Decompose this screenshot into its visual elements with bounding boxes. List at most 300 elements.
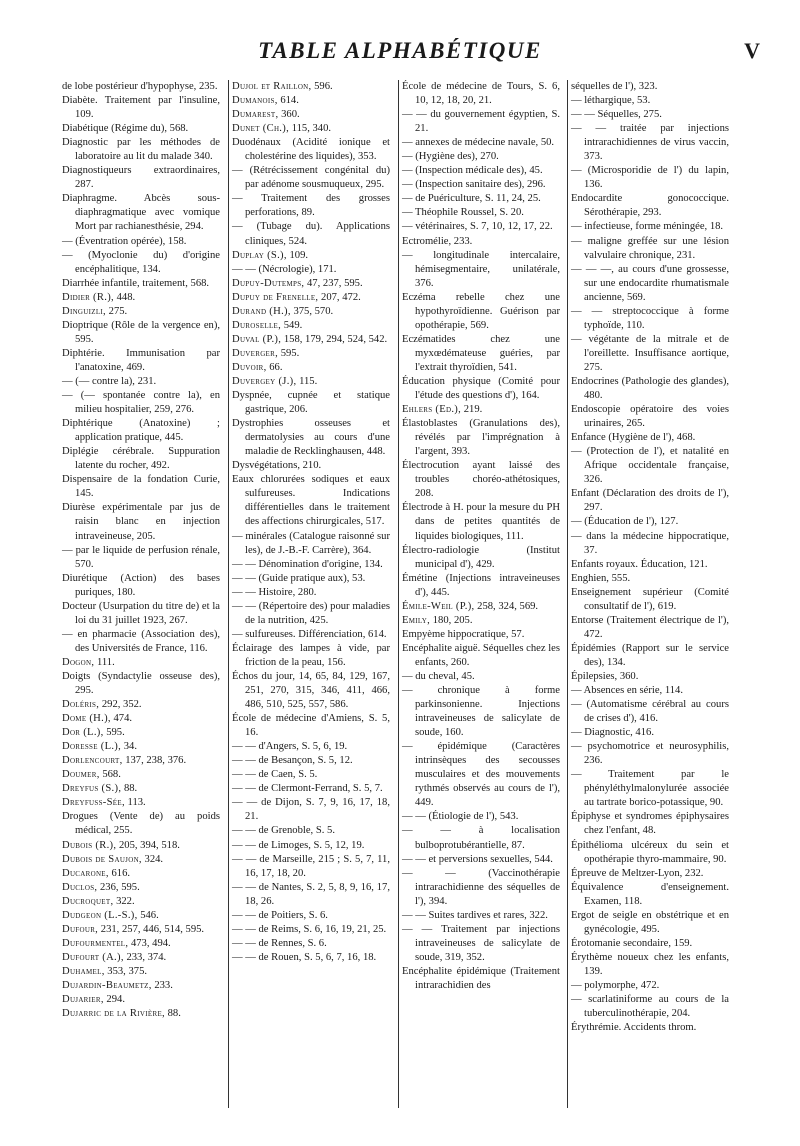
index-entry <box>571 164 729 192</box>
index-entry <box>62 305 220 319</box>
author-name: Doléris, <box>62 699 100 711</box>
index-entry <box>232 136 390 164</box>
index-entry <box>62 164 220 192</box>
entry-text: 158, 179, 294, 524, 542. <box>281 333 388 345</box>
author-name: Duplay (S.), <box>232 249 287 261</box>
entry-text: — — du gouvernement égyptien, S. 21. <box>402 109 560 135</box>
entry-text: — — d'Angers, S. 5, 6, 19. <box>232 741 348 753</box>
author-name: Dunet (Ch.), <box>232 123 290 135</box>
entry-text: 113. <box>124 797 146 809</box>
author-name: Dupuy de Frenelle, <box>232 291 319 303</box>
entry-text: 109. <box>286 249 309 261</box>
entry-text: Enfants royaux. Éducation, 121. <box>571 558 708 570</box>
index-entry <box>62 375 220 389</box>
author-name: Duval (P.), <box>232 333 282 345</box>
index-entry <box>62 909 220 923</box>
index-entry <box>62 979 220 993</box>
index-entry <box>232 881 390 909</box>
author-name: Dubois de Saujon, <box>62 853 142 865</box>
entry-text: Épiphyse et syndromes épiphysaires chez l'enfant, 48. <box>571 811 729 837</box>
index-entry <box>402 572 560 600</box>
page-header <box>0 38 800 72</box>
index-entry <box>402 684 560 740</box>
entry-text: — végétante de la mitrale et de l'oreillette. Insuffisance aortique, 275. <box>571 333 729 373</box>
author-name: Dome (H.), <box>62 713 111 725</box>
index-entry <box>402 108 560 136</box>
entry-text: — — à localisation bulboprotubérantielle, 87. <box>402 825 560 851</box>
index-entry <box>571 558 729 572</box>
index-entry <box>402 670 560 684</box>
entry-text: — (Inspection médicale des), 45. <box>402 165 543 177</box>
entry-text: — chronique à forme parkinsonienne. Injections intraveineuses de salicylate de soude, 160. <box>402 685 560 739</box>
entry-text: Diurétique (Action) des bases puriques, 180. <box>62 572 220 598</box>
index-entry <box>232 712 390 740</box>
entry-text: 568. <box>99 769 121 781</box>
entry-text: — (Hygiène des), 270. <box>402 151 499 163</box>
index-entry <box>232 375 390 389</box>
index-entry <box>232 164 390 192</box>
entry-text: — — Suites tardives et rares, 322. <box>402 909 548 921</box>
author-name: Duclos, <box>62 881 98 893</box>
entry-text: 375, 570. <box>290 305 334 317</box>
entry-text: — (Tubage du). Applications cliniques, 524. <box>232 221 390 247</box>
index-entry <box>232 263 390 277</box>
index-entry <box>402 235 560 249</box>
index-entry <box>232 417 390 459</box>
index-entry <box>402 909 560 923</box>
index-entry <box>402 628 560 642</box>
entry-text: 292, 352. <box>99 699 142 711</box>
entry-text: Élastoblastes (Granulations des), révélés par l'imprégnation à l'argent, 393. <box>402 418 560 458</box>
author-name: Dubois (R.), <box>62 839 117 851</box>
entry-text: Entorse (Traitement électrique de l'), 472. <box>571 614 729 640</box>
column-divider <box>567 80 568 1108</box>
entry-text: — — traitée par injections intrarachidiennes de virus vaccin, 373. <box>571 123 729 163</box>
entry-text: — — de Rennes, S. 6. <box>232 937 327 949</box>
index-entry <box>62 656 220 670</box>
entry-text: — (Automatisme cérébral au cours de crises d'), 416. <box>571 699 729 725</box>
index-entry <box>232 600 390 628</box>
entry-text: Doigts (Syndactylie osseuse des), 295. <box>62 670 220 697</box>
entry-text: Diphtérique (Anatoxine) ; application pratique, 445. <box>62 418 220 444</box>
entry-text: — — (Répertoire des) pour maladies de la nutrition, 425. <box>232 600 390 626</box>
index-entry <box>571 867 729 881</box>
index-entry <box>402 923 560 965</box>
index-entry <box>571 740 729 768</box>
entry-text: de lobe postérieur d'hypophyse, 235. <box>62 81 218 92</box>
author-name: Duvoir, <box>232 361 267 373</box>
author-name: Dufourt (A.), <box>62 951 124 963</box>
index-entry <box>571 235 729 263</box>
entry-text: Enfance (Hygiène de l'), 468. <box>571 432 696 444</box>
entry-text: — — (Vaccinothérapie intrarachidienne des séquelles de l'), 394. <box>402 867 560 907</box>
index-entry <box>571 515 729 529</box>
index-entry <box>232 853 390 881</box>
entry-text: — annexes de médecine navale, 50. <box>402 137 555 149</box>
entry-text: — minérales (Catalogue raisonné sur les), de J.-B.-F. Carrère), 364. <box>232 530 390 556</box>
entry-text: Eczématides chez une myxœdémateuse guéries, par l'extrait thyroïdien, 541. <box>402 333 560 373</box>
entry-text: 474. <box>110 713 133 725</box>
entry-text: 231, 257, 446, 514, 595. <box>98 923 205 935</box>
author-name: Duvergey (J.), <box>232 375 297 387</box>
index-entry <box>232 558 390 572</box>
index-entry <box>62 965 220 979</box>
index-entry <box>571 94 729 108</box>
entry-text: — du cheval, 45. <box>402 670 475 682</box>
entry-text: — Diagnostic, 416. <box>571 727 654 739</box>
index-entry <box>571 333 729 375</box>
entry-text: — — —, au cours d'une grossesse, sur une endocardite rhumatismale ancienne, 569. <box>571 263 729 303</box>
index-entry <box>571 726 729 740</box>
entry-text: Drogues (Vente de) au poids médical, 255. <box>62 811 220 837</box>
index-entry <box>62 1007 220 1021</box>
entry-text: 115. <box>296 375 318 387</box>
index-entry <box>62 796 220 810</box>
index-entry <box>402 150 560 164</box>
entry-text: — Théophile Roussel, S. 20. <box>402 207 524 219</box>
entry-text: Diabète. Traitement par l'insuline, 109. <box>62 95 220 121</box>
index-entry <box>62 473 220 501</box>
entry-text: 66. <box>266 361 283 373</box>
entry-text: — — streptococcique à forme typhoïde, 110. <box>571 305 729 331</box>
entry-text: — (Éducation de l'), 127. <box>571 516 679 528</box>
author-name: Ehlers (Ed.), <box>402 404 462 416</box>
entry-text: Échos du jour, 14, 65, 84, 129, 167, 251, 270, 315, 346, 411, 466, 486, 510, 525, 557, 586. <box>232 670 390 711</box>
index-entry <box>571 979 729 993</box>
index-entry <box>232 80 390 94</box>
author-name: Dufour, <box>62 923 99 935</box>
index-entry <box>402 80 560 108</box>
entry-text: — — de Caen, S. 5. <box>232 769 318 781</box>
entry-text: — — et perversions sexuelles, 544. <box>402 853 553 865</box>
entry-text: Éducation physique (Comité pour l'étude des questions d'), 164. <box>402 375 560 402</box>
index-column-4 <box>571 80 729 1035</box>
index-entry <box>232 642 390 670</box>
entry-text: Duodénaux (Acidité ionique et cholestérine des liquides), 353. <box>232 137 390 163</box>
index-entry <box>232 951 390 965</box>
column-divider <box>398 80 399 1108</box>
entry-text: — longitudinale intercalaire, hémisegmentaire, unilatérale, 376. <box>402 249 560 289</box>
entry-text: Encéphalite épidémique (Traitement intrarachidien des <box>402 965 560 991</box>
entry-text: Eaux chlorurées sodiques et eaux sulfureuses. Indications différentielles dans le traitement des affections chirurgicales, 517. <box>232 474 390 528</box>
index-entry <box>62 277 220 291</box>
index-entry <box>62 670 220 698</box>
author-name: Duroselle, <box>232 319 282 331</box>
index-entry <box>402 501 560 543</box>
entry-text: — — (Nécrologie), 171. <box>232 263 337 275</box>
index-entry <box>571 445 729 487</box>
index-entry <box>62 572 220 600</box>
entry-text: Érotomanie secondaire, 159. <box>571 937 693 949</box>
index-entry <box>571 487 729 515</box>
index-entry <box>571 1021 729 1035</box>
entry-text: — — de Besançon, S. 5, 12. <box>232 755 353 767</box>
index-entry <box>232 754 390 768</box>
index-entry <box>232 108 390 122</box>
entry-text: 111. <box>94 656 115 668</box>
index-column-2 <box>232 80 390 965</box>
index-entry <box>571 403 729 431</box>
entry-text: — par le liquide de perfusion rénale, 570. <box>62 544 220 570</box>
entry-text: — dans la médecine hippocratique, 37. <box>571 530 729 556</box>
entry-text: Émétine (Injections intraveineuses d'), 445. <box>402 572 560 598</box>
entry-text: Encéphalite aiguë. Séquelles chez les enfants, 260. <box>402 642 560 668</box>
index-entry <box>571 810 729 838</box>
index-entry <box>571 937 729 951</box>
entry-text: Ergot de seigle en obstétrique et en gynécologie, 495. <box>571 909 729 935</box>
entry-text: École de médecine de Tours, S. 6, 10, 12, 18, 20, 21. <box>402 81 560 107</box>
author-name: Dufourmentel, <box>62 937 129 949</box>
index-entry <box>232 530 390 558</box>
index-entry <box>402 164 560 178</box>
index-entry <box>232 909 390 923</box>
index-entry <box>402 403 560 417</box>
index-entry <box>62 94 220 122</box>
entry-text: — maligne greffée sur une lésion valvulaire chronique, 231. <box>571 235 729 261</box>
index-entry <box>232 628 390 642</box>
entry-text: 595. <box>278 347 300 359</box>
index-entry <box>571 881 729 909</box>
entry-text: — — Séquelles, 275. <box>571 109 662 121</box>
entry-text: — — de Dijon, S. 7, 9, 16, 17, 18, 21. <box>232 797 390 823</box>
index-entry <box>62 881 220 895</box>
index-entry <box>402 965 560 993</box>
entry-text: Empyème hippocratique, 57. <box>402 628 525 640</box>
index-entry <box>402 178 560 192</box>
index-entry <box>402 192 560 206</box>
entry-text: — — Dénomination d'origine, 134. <box>232 558 383 570</box>
index-entry <box>62 726 220 740</box>
index-entry <box>402 810 560 824</box>
index-entry <box>402 824 560 852</box>
index-entry <box>402 544 560 572</box>
index-entry <box>62 712 220 726</box>
entry-text: Diurèse expérimentale par jus de raisin blanc en injection intraveineuse, 205. <box>62 502 220 542</box>
author-name: Dujarier, <box>62 994 104 1006</box>
entry-text: — — (Guide pratique aux), 53. <box>232 572 366 584</box>
index-entry <box>232 361 390 375</box>
entry-text: Endocrines (Pathologie des glandes), 480. <box>571 375 729 402</box>
entry-text: — (Protection de l'), et natalité en Afrique occidentale française, 326. <box>571 446 729 486</box>
index-entry <box>62 544 220 572</box>
index-entry <box>571 839 729 867</box>
entry-text: 275. <box>106 305 128 317</box>
index-entry <box>62 417 220 445</box>
entry-text: — en pharmacie (Association des), des Universités de France, 116. <box>62 628 220 654</box>
index-entry <box>571 670 729 684</box>
author-name: Duverger, <box>232 347 279 359</box>
index-entry <box>232 459 390 473</box>
index-entry <box>402 642 560 670</box>
index-entry <box>402 417 560 459</box>
index-entry <box>62 628 220 656</box>
column-divider <box>228 80 229 1108</box>
entry-text: Dystrophies osseuses et dermatolysies au cours d'une maladie de Recklinghausen, 448. <box>232 418 390 458</box>
entry-text: — — de Marseille, 215 ; S. 5, 7, 11, 16, 17, 18, 20. <box>232 853 390 879</box>
page-number: V <box>744 38 760 63</box>
index-entry <box>62 319 220 347</box>
entry-text: — — Histoire, 280. <box>232 586 317 598</box>
index-entry <box>232 839 390 853</box>
entry-text: — psychomotrice et neurosyphilis, 236. <box>571 741 729 767</box>
entry-text: Érythrémie. Accidents throm. <box>571 1022 697 1034</box>
index-entry <box>62 740 220 754</box>
author-name: Dujardin-Beaumetz, <box>62 980 152 991</box>
entry-text: Endocardite gonococcique. Sérothérapie, 293. <box>571 193 729 219</box>
index-entry <box>402 600 560 614</box>
entry-text: 236, 595. <box>97 881 140 893</box>
index-entry <box>402 136 560 150</box>
index-entry <box>571 642 729 670</box>
entry-text: — — de Reims, S. 6, 16, 19, 21, 25. <box>232 923 387 935</box>
entry-text: 258, 324, 569. <box>474 600 539 612</box>
entry-text: 616. <box>108 867 131 879</box>
index-entry <box>62 347 220 375</box>
author-name: Dupuy-Dutemps, <box>232 277 305 289</box>
index-entry <box>62 192 220 234</box>
entry-text: — (Éventration opérée), 158. <box>62 235 187 247</box>
page-title: TABLE ALPHABÉTIQUE <box>258 38 542 63</box>
index-entry <box>62 122 220 136</box>
index-entry <box>232 249 390 263</box>
index-entry <box>402 853 560 867</box>
index-entry <box>571 108 729 122</box>
entry-text: Épidémies (Rapport sur le service des), 134. <box>571 642 729 668</box>
index-entry <box>62 951 220 965</box>
entry-text: 219. <box>461 404 483 416</box>
index-entry <box>571 192 729 220</box>
index-entry <box>571 586 729 614</box>
index-entry <box>62 923 220 937</box>
index-entry <box>571 263 729 305</box>
index-entry <box>62 895 220 909</box>
index-entry <box>571 993 729 1021</box>
index-entry <box>232 824 390 838</box>
entry-text: Diaphragme. Abcès sous-diaphragmatique avec vomique Mort par rachianesthésie, 294. <box>62 193 220 233</box>
index-entry <box>232 94 390 108</box>
entry-text: 448. <box>113 291 136 303</box>
entry-text: — — de Poitiers, S. 6. <box>232 909 328 921</box>
entry-text: Dysvégétations, 210. <box>232 460 322 472</box>
entry-text: Épreuve de Meltzer-Lyon, 232. <box>571 867 704 879</box>
entry-text: Électro-radiologie (Institut municipal d'), 429. <box>402 544 560 570</box>
index-entry <box>62 853 220 867</box>
entry-text: Dioptrique (Rôle de la vergence en), 595. <box>62 319 220 345</box>
index-entry <box>62 810 220 838</box>
index-entry <box>402 614 560 628</box>
author-name: Dor (L.), <box>62 727 104 739</box>
index-column-3 <box>402 80 560 993</box>
author-name: Dudgeon (L.-S.), <box>62 909 138 921</box>
author-name: Dorlencourt, <box>62 755 123 767</box>
entry-text: — (Inspection sanitaire des), 296. <box>402 179 546 191</box>
entry-text: — (— contre la), 231. <box>62 375 157 387</box>
entry-text: 294. <box>103 994 125 1006</box>
index-entry <box>402 740 560 810</box>
index-entry <box>402 249 560 291</box>
index-entry <box>62 754 220 768</box>
entry-text: Eczéma rebelle chez une hypothyroïdienne. Guérison par opothérapie, 569. <box>402 291 560 331</box>
entry-text: 207, 472. <box>318 291 361 303</box>
index-entry <box>62 249 220 277</box>
entry-text: — — de Rouen, S. 5, 6, 7, 16, 18. <box>232 951 377 963</box>
index-entry <box>62 600 220 628</box>
entry-text: — (Rétrécissement congénital du) par adénome sousmuqueux, 295. <box>232 165 390 191</box>
entry-text: 595. <box>103 727 125 739</box>
index-entry <box>62 235 220 249</box>
entry-text: Érythème noueux chez les enfants, 139. <box>571 951 729 977</box>
index-entry <box>62 291 220 305</box>
index-entry <box>571 768 729 810</box>
entry-text: 137, 238, 376. <box>122 755 187 767</box>
index-entry <box>571 684 729 698</box>
index-entry <box>232 389 390 417</box>
author-name: Dinguizli, <box>62 305 107 317</box>
author-name: Dumarest, <box>232 109 279 121</box>
entry-text: Électrode à H. pour la mesure du PH dans de petites quantités de liquides biologiques, 111. <box>402 502 560 542</box>
index-entry <box>232 473 390 529</box>
index-entry <box>232 192 390 220</box>
entry-text: — de Puériculture, S. 11, 24, 25. <box>402 193 541 205</box>
author-name: Durand (H.), <box>232 305 291 317</box>
index-entry <box>232 122 390 136</box>
index-entry <box>62 445 220 473</box>
entry-text: 233. <box>151 980 173 991</box>
entry-text: Diarrhée infantile, traitement, 568. <box>62 277 210 289</box>
entry-text: 322. <box>113 895 135 907</box>
index-entry <box>62 389 220 417</box>
entry-text: — Traitement par le phényléthylmalonylurée associée au tartrate borico-potassique, 90. <box>571 769 729 809</box>
index-entry <box>571 375 729 403</box>
index-entry <box>232 347 390 361</box>
author-name: Dreyfuss-Sée, <box>62 797 125 809</box>
index-entry <box>62 782 220 796</box>
entry-text: Épilepsies, 360. <box>571 670 639 682</box>
entry-text: 324. <box>141 853 164 865</box>
index-entry <box>571 614 729 642</box>
entry-text: — Traitement des grosses perforations, 89. <box>232 193 390 219</box>
entry-text: — scarlatiniforme au cours de la tuberculinothérapie, 204. <box>571 994 729 1020</box>
entry-text: — vétérinaires, S. 7, 10, 12, 17, 22. <box>402 221 553 233</box>
entry-text: Éclairage des lampes à vide, par friction de la peau, 156. <box>232 642 390 668</box>
entry-text: Diagnostiqueurs extraordinaires, 287. <box>62 165 220 191</box>
entry-text: 614. <box>277 95 299 107</box>
entry-text: — (— spontanée contre la), en milieu hospitalier, 259, 276. <box>62 390 220 416</box>
index-entry <box>402 375 560 403</box>
entry-text: 473, 494. <box>128 937 171 949</box>
index-entry <box>232 782 390 796</box>
index-entry <box>232 586 390 600</box>
index-entry <box>402 220 560 234</box>
entry-text: Dispensaire de la fondation Curie, 145. <box>62 474 220 500</box>
entry-text: Enghien, 555. <box>571 572 631 584</box>
entry-text: Diphtérie. Immunisation par l'anatoxine, 469. <box>62 347 220 373</box>
index-entry <box>232 796 390 824</box>
index-entry <box>232 277 390 291</box>
entry-text: séquelles de l'), 323. <box>571 81 658 92</box>
entry-text: Enseignement supérieur (Comité consultatif de l'), 619. <box>571 586 729 612</box>
entry-text: 34. <box>121 741 137 753</box>
author-name: Doumer, <box>62 769 100 781</box>
author-name: Dreyfus (S.), <box>62 783 122 795</box>
index-entry <box>571 951 729 979</box>
entry-text: 205, 394, 518. <box>116 839 180 851</box>
author-name: Emily, <box>402 614 431 626</box>
entry-text: — — de Nantes, S. 2, 5, 8, 9, 16, 17, 18, 26. <box>232 881 390 907</box>
entry-text: — — de Limoges, S. 5, 12, 19. <box>232 839 365 851</box>
author-name: Dumanois, <box>232 95 278 107</box>
index-entry <box>402 867 560 909</box>
